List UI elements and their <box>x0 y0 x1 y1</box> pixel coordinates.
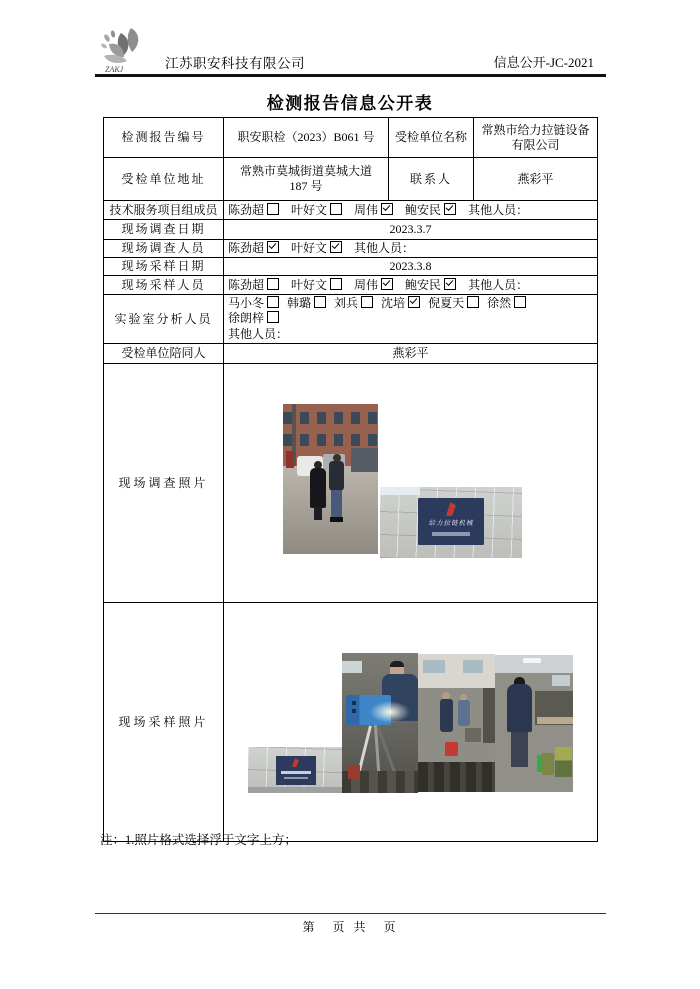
table-row <box>104 118 598 158</box>
sign-text: 给力拉链机械 <box>428 520 474 527</box>
team-checklist <box>228 203 468 217</box>
table-row <box>104 158 598 201</box>
checkbox-checked[interactable] <box>444 203 456 215</box>
dark-van <box>351 448 378 472</box>
person-name: 陈劲超 <box>228 202 265 217</box>
device-knob <box>352 709 356 713</box>
signboard <box>276 756 316 785</box>
survey-photos-cell <box>224 364 598 603</box>
survey-photos-label: 现场调查照片 <box>104 364 224 603</box>
dark-column <box>483 688 495 743</box>
table-row <box>104 258 598 276</box>
lab-checklist <box>228 296 593 326</box>
person-1-body <box>310 468 326 508</box>
checkbox-checked[interactable] <box>381 278 393 290</box>
checkbox-unchecked[interactable] <box>314 296 326 308</box>
person-name: 陈劲超 <box>228 277 265 292</box>
other-staff-label: 其他人员： <box>228 327 289 341</box>
person-option <box>291 203 342 217</box>
person-option <box>334 296 373 310</box>
red-stool <box>445 742 458 756</box>
table-row <box>104 295 598 344</box>
table-row <box>104 364 598 603</box>
contact-label: 联系人 <box>389 158 474 201</box>
person-option <box>228 241 279 255</box>
window <box>423 660 445 673</box>
wooden-bench <box>537 717 573 724</box>
wall-shadow <box>248 787 342 793</box>
sign-english-line <box>432 532 470 536</box>
person-option <box>405 203 456 217</box>
person-name: 周伟 <box>354 277 379 292</box>
crate <box>465 728 481 742</box>
window <box>342 661 362 673</box>
table-row <box>104 344 598 364</box>
sampling-date-value: 2023.3.8 <box>224 258 598 276</box>
machinery-row <box>418 762 495 792</box>
person-2-body <box>329 461 344 491</box>
report-no-label: 检测报告编号 <box>104 118 224 158</box>
person-option <box>228 311 279 325</box>
table-row <box>104 240 598 258</box>
team-members-cell <box>224 201 598 220</box>
sign-logo-mark <box>446 502 456 516</box>
person-name: 叶好文 <box>291 202 328 217</box>
checkbox-checked[interactable] <box>267 241 279 253</box>
page-title: 检测报告信息公开表 <box>266 94 434 113</box>
survey-checklist <box>228 241 354 255</box>
unit-addr-line2: 187 号 <box>289 179 323 193</box>
window <box>552 675 570 686</box>
sampling-checklist <box>228 278 468 292</box>
person-option <box>354 278 393 292</box>
survey-staff-label: 现场调查人员 <box>104 240 224 258</box>
person-name: 徐然 <box>487 296 512 310</box>
company-name: 江苏职安科技有限公司 <box>165 56 305 71</box>
unit-addr-value <box>224 158 389 201</box>
unit-name-label: 受检单位名称 <box>389 118 474 158</box>
person-name: 徐朗梓 <box>228 311 265 325</box>
logo-acronym: ZAKJ <box>105 65 124 74</box>
checkbox-checked[interactable] <box>444 278 456 290</box>
building-windows <box>283 434 378 446</box>
sampling-photo-workshop <box>418 654 495 792</box>
person-1-legs <box>314 507 322 520</box>
escort-value: 燕彩平 <box>224 344 598 364</box>
person-name: 陈劲超 <box>228 241 265 255</box>
page-footer <box>95 913 606 935</box>
person-name: 韩璐 <box>287 296 312 310</box>
table-row <box>104 276 598 295</box>
contact-value: 燕彩平 <box>474 158 598 201</box>
person-body <box>440 699 453 732</box>
person-option <box>405 278 456 292</box>
survey-date-value: 2023.3.7 <box>224 220 598 240</box>
person-2-shoes <box>330 517 343 522</box>
checkbox-unchecked[interactable] <box>330 278 342 290</box>
company-logo-icon <box>97 26 157 74</box>
red-box <box>286 451 294 468</box>
other-staff-label: 其他人员： <box>468 277 529 292</box>
worker-pants <box>511 732 528 767</box>
sampling-date-label: 现场采样日期 <box>104 258 224 276</box>
survey-photo-people <box>283 404 378 554</box>
lab-staff-cell <box>224 295 598 344</box>
person-name: 马小冬 <box>228 296 265 310</box>
person-name: 倪夏天 <box>428 296 465 310</box>
checkbox-checked[interactable] <box>381 203 393 215</box>
document-code: 信息公开-JC-2021 <box>493 55 594 70</box>
red-equipment <box>348 765 360 779</box>
checkbox-unchecked[interactable] <box>267 203 279 215</box>
other-staff-label: 其他人员： <box>354 241 415 255</box>
sign-logo-mark <box>292 758 299 767</box>
worker-jacket <box>507 684 532 732</box>
checkbox-unchecked[interactable] <box>267 296 279 308</box>
person-name: 鲍安民 <box>405 277 442 292</box>
escort-label: 受检单位陪同人 <box>104 344 224 364</box>
person-option <box>228 203 279 217</box>
window <box>463 660 483 673</box>
ceiling-light <box>523 658 541 663</box>
person-option <box>291 241 342 255</box>
device-knob <box>352 701 356 705</box>
person-name: 叶好文 <box>291 241 328 255</box>
checkbox-unchecked[interactable] <box>267 311 279 323</box>
person-name: 沈培 <box>381 296 406 310</box>
sampling-staff-cell <box>224 276 598 295</box>
lab-staff-label: 实验室分析人员 <box>104 295 224 344</box>
sampling-photo-sign <box>248 747 342 793</box>
unit-name-value: 常熟市给力拉链设备有限公司 <box>474 118 598 158</box>
checkbox-checked[interactable] <box>408 296 420 308</box>
building-windows <box>283 412 378 424</box>
sampling-photos-label: 现场采样照片 <box>104 603 224 842</box>
checkbox-unchecked[interactable] <box>330 203 342 215</box>
survey-photo-sign <box>380 487 522 558</box>
page-header <box>95 28 606 77</box>
person-name: 叶好文 <box>291 277 328 292</box>
sampling-staff-label: 现场采样人员 <box>104 276 224 295</box>
person-option <box>291 278 342 292</box>
person-name: 鲍安民 <box>405 202 442 217</box>
person-option <box>354 203 393 217</box>
table-row <box>104 220 598 240</box>
sky-corner <box>380 487 420 495</box>
table-row <box>104 603 598 842</box>
other-staff-label: 其他人员： <box>468 202 529 217</box>
person-option <box>381 296 420 310</box>
checkbox-unchecked[interactable] <box>467 296 479 308</box>
report-form-table <box>103 117 598 842</box>
person-option <box>287 296 326 310</box>
person-2-jeans <box>331 490 342 518</box>
checkbox-unchecked[interactable] <box>514 296 526 308</box>
person-name: 刘兵 <box>334 296 359 310</box>
page-number-text: 第 页 共 页 <box>302 920 399 934</box>
unit-addr-label: 受检单位地址 <box>104 158 224 201</box>
survey-date-label: 现场调查日期 <box>104 220 224 240</box>
paint-barrel <box>542 753 554 775</box>
checkbox-checked[interactable] <box>330 241 342 253</box>
report-no-value: 职安职检（2023）B061 号 <box>224 118 389 158</box>
person-option <box>228 296 279 310</box>
checkbox-unchecked[interactable] <box>267 278 279 290</box>
person-name: 周伟 <box>354 202 379 217</box>
sign-text-line <box>281 771 311 774</box>
sampling-photo-worker <box>495 655 573 792</box>
sampling-photo-sampler <box>342 653 418 793</box>
person-option <box>228 278 279 292</box>
sampling-photos-cell <box>224 603 598 842</box>
footnote: 注：1.照片格式选择浮于文字上方； <box>100 833 297 847</box>
sign-english-line <box>284 777 308 779</box>
table-row <box>104 201 598 220</box>
person-option <box>487 296 526 310</box>
paint-barrel <box>555 747 572 777</box>
light-glare <box>370 701 410 723</box>
unit-addr-line1: 常熟市莫城街道莫城大道 <box>239 164 372 178</box>
checkbox-unchecked[interactable] <box>361 296 373 308</box>
signboard <box>418 498 484 545</box>
team-label: 技术服务项目组成员 <box>104 201 224 220</box>
person-body <box>458 700 470 726</box>
person-option <box>428 296 479 310</box>
survey-staff-cell <box>224 240 598 258</box>
